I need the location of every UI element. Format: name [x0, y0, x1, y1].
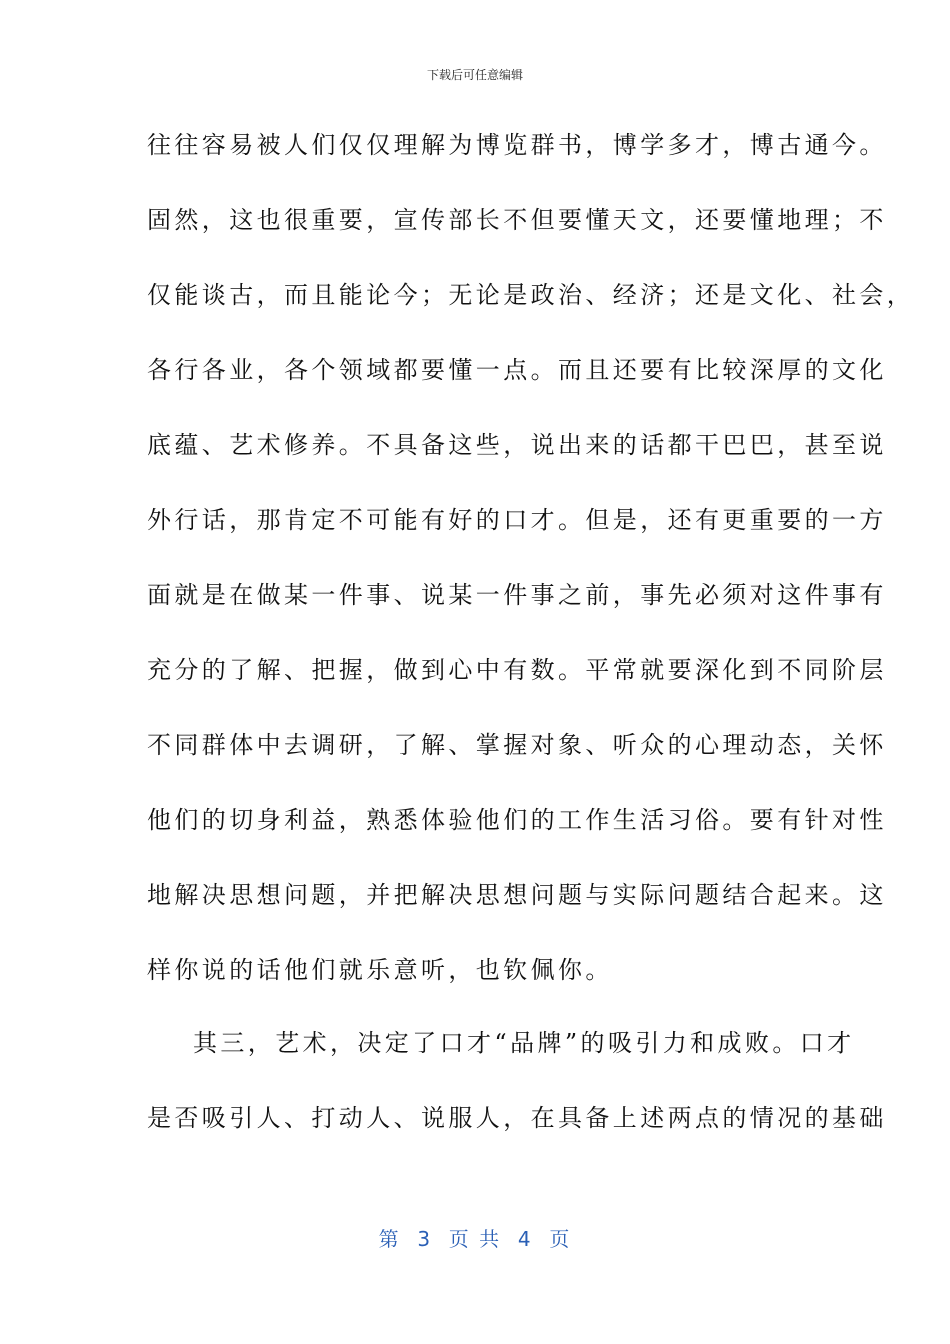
text-line: 地解决思想问题，并把解决思想问题与实际问题结合起来。这	[147, 881, 887, 909]
text-line: 外行话，那肯定不可能有好的口才。但是，还有更重要的一方	[147, 506, 887, 534]
text-line: 各行各业，各个领域都要懂一点。而且还要有比较深厚的文化	[147, 356, 887, 384]
text-line: 他们的切身利益，熟悉体验他们的工作生活习俗。要有针对性	[147, 806, 887, 834]
text-line: 样你说的话他们就乐意听，也钦佩你。	[147, 956, 613, 984]
text-line: 往往容易被人们仅仅理解为博览群书，博学多才，博古通今。	[147, 131, 887, 159]
text-line: 仅能谈古，而且能论今；无论是政治、经济；还是文化、社会，	[147, 281, 915, 309]
text-line: 是否吸引人、打动人、说服人，在具备上述两点的情况的基础	[147, 1104, 887, 1132]
text-line: 底蕴、艺术修养。不具备这些，说出来的话都干巴巴，甚至说	[147, 431, 887, 459]
text-line-paragraph-start: 其三，艺术，决定了口才“品牌”的吸引力和成败。口才	[193, 1029, 855, 1057]
text-line: 不同群体中去调研，了解、掌握对象、听众的心理动态，关怀	[147, 731, 887, 759]
page-number-footer: 第 3 页 共 4 页	[378, 1227, 572, 1251]
text-line: 固然，这也很重要，宣传部长不但要懂天文，还要懂地理；不	[147, 206, 887, 234]
page-header-note: 下载后可任意编辑	[426, 68, 523, 82]
text-line: 面就是在做某一件事、说某一件事之前，事先必须对这件事有	[147, 581, 887, 609]
text-line: 充分的了解、把握，做到心中有数。平常就要深化到不同阶层	[147, 656, 887, 684]
